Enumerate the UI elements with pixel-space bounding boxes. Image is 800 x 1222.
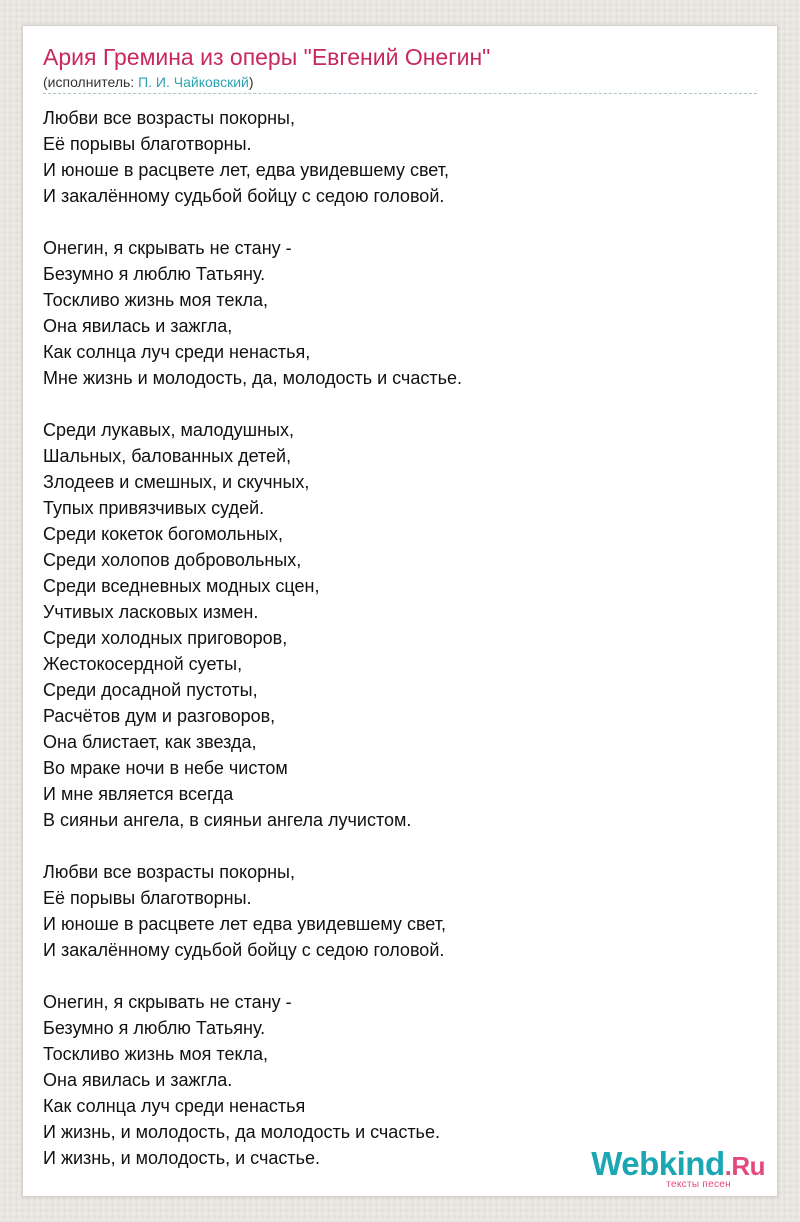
logo-word: Webkind [591, 1145, 725, 1182]
lyric-line: Как солнца луч среди ненастья, [43, 342, 311, 362]
lyric-line: Во мраке ночи в небе чистом [43, 758, 288, 778]
lyric-line: И жизнь, и молодость, и счастье. [43, 1148, 320, 1168]
lyric-line: И жизнь, и молодость, да молодость и счастье. [43, 1122, 440, 1142]
lyric-line: Мне жизнь и молодость, да, молодость и счастье. [43, 368, 462, 388]
lyrics-card [22, 25, 778, 1197]
lyric-line: И юноше в расцвете лет, едва увидевшему свет, [43, 160, 449, 180]
lyric-line: Среди холопов добровольных, [43, 550, 302, 570]
lyric-line: Злодеев и смешных, и скучных, [43, 472, 310, 492]
lyric-line: Она явилась и зажгла. [43, 1070, 233, 1090]
lyric-line: Расчётов дум и разговоров, [43, 706, 276, 726]
logo-tld: .Ru [724, 1151, 765, 1181]
lyric-line: Её порывы благотворны. [43, 134, 252, 154]
lyric-line: Среди кокеток богомольных, [43, 524, 283, 544]
lyrics-stanza [43, 105, 462, 209]
lyrics-stanza [43, 235, 462, 391]
lyric-line: Её порывы благотворны. [43, 888, 252, 908]
lyric-line: Онегин, я скрывать не стану - [43, 992, 292, 1012]
lyrics-stanza [43, 859, 462, 963]
logo-tagline: тексты песен [666, 1179, 731, 1190]
lyric-line: И юноше в расцвете лет едва увидевшему свет, [43, 914, 446, 934]
site-logo[interactable] [581, 1146, 771, 1192]
lyric-line: И закалённому судьбой бойцу с седою головой. [43, 186, 445, 206]
lyric-line: Любви все возрасты покорны, [43, 862, 295, 882]
lyric-line: Любви все возрасты покорны, [43, 108, 295, 128]
artist-label-open: (исполнитель: [43, 74, 139, 90]
artist-line [43, 73, 254, 91]
lyric-line: Тупых привязчивых судей. [43, 498, 265, 518]
lyric-line: Она блистает, как звезда, [43, 732, 257, 752]
lyric-line: Жестокосердной суеты, [43, 654, 243, 674]
lyric-line: Шальных, балованных детей, [43, 446, 292, 466]
lyric-line: В сияньи ангела, в сияньи ангела лучистом. [43, 810, 412, 830]
lyric-line: Тоскливо жизнь моя текла, [43, 1044, 269, 1064]
lyric-line: Среди холодных приговоров, [43, 628, 288, 648]
lyric-line: Как солнца луч среди ненастья [43, 1096, 306, 1116]
lyric-line: И закалённому судьбой бойцу с седою головой. [43, 940, 445, 960]
lyric-line: Среди досадной пустоты, [43, 680, 258, 700]
lyric-line: Учтивых ласковых измен. [43, 602, 259, 622]
lyrics-stanza [43, 417, 462, 833]
artist-link[interactable]: П. И. Чайковский [138, 74, 249, 90]
page-title: Ария Гремина из оперы "Евгений Онегин" [43, 44, 491, 70]
lyric-line: Она явилась и зажгла, [43, 316, 233, 336]
lyric-line: Среди лукавых, малодушных, [43, 420, 294, 440]
lyric-line: Онегин, я скрывать не стану - [43, 238, 292, 258]
lyric-line: Безумно я люблю Татьяну. [43, 1018, 266, 1038]
lyric-line: И мне является всегда [43, 784, 234, 804]
lyrics-stanza [43, 989, 462, 1171]
header-divider [43, 93, 757, 94]
artist-label-close: ) [248, 74, 254, 90]
lyric-line: Тоскливо жизнь моя текла, [43, 290, 269, 310]
lyric-line: Среди вседневных модных сцен, [43, 576, 320, 596]
lyrics-text [43, 105, 462, 1197]
lyric-line: Безумно я люблю Татьяну. [43, 264, 266, 284]
